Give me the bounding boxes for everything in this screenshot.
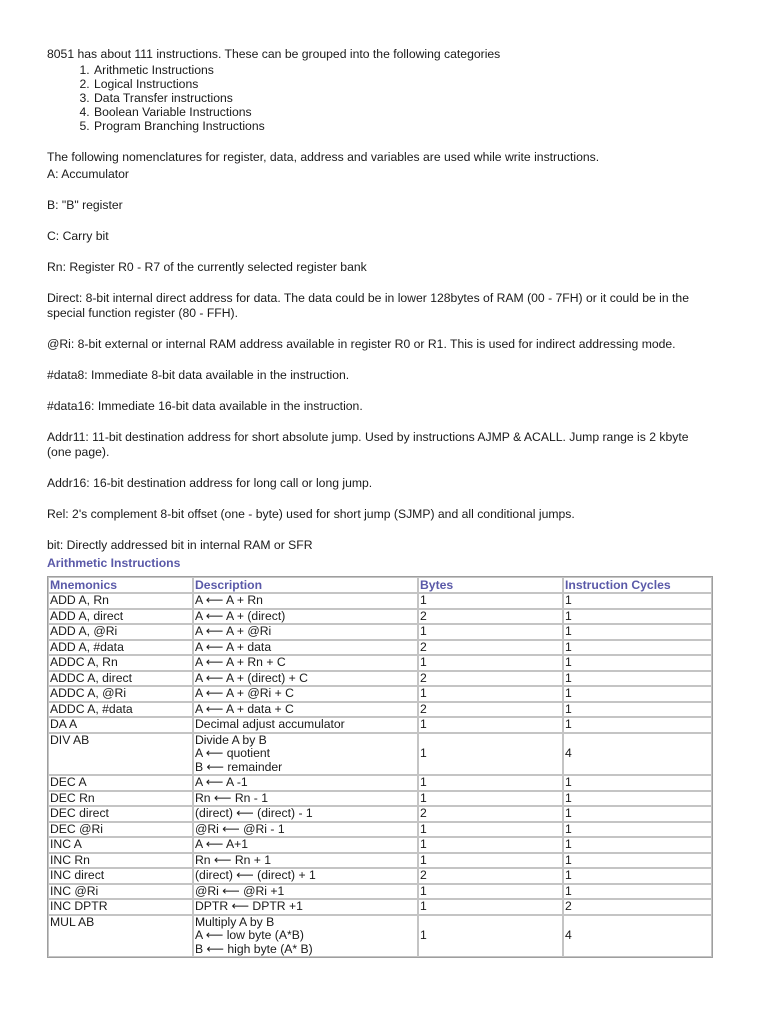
cell-description	[193, 624, 418, 640]
description-line: B ⟵ high byte (A* B)	[195, 941, 313, 956]
table-row	[48, 624, 712, 640]
cell-description	[193, 822, 418, 838]
table-row	[48, 822, 712, 838]
cell-mnemonic: ADD A, #data	[48, 640, 193, 656]
cell-mnemonic: DA A	[48, 717, 193, 733]
description-line: @Ri ⟵ @Ri - 1	[195, 821, 285, 836]
cell-bytes: 2	[418, 671, 563, 687]
nomenclature-accumulator: A: Accumulator	[47, 167, 129, 181]
cell-cycles: 1	[563, 837, 712, 853]
nomenclature-bit: bit: Directly addressed bit in internal RAM or SFR	[47, 538, 313, 552]
table-row	[48, 655, 712, 671]
cell-bytes: 2	[418, 609, 563, 625]
cell-mnemonic: DEC A	[48, 775, 193, 791]
cell-description	[193, 853, 418, 869]
cell-cycles: 1	[563, 702, 712, 718]
document-page	[47, 47, 712, 958]
category-item: 3. Data Transfer instructions	[93, 91, 712, 105]
table-body	[48, 593, 712, 957]
nomenclature-list	[47, 167, 712, 553]
cell-description	[193, 806, 418, 822]
description-line: A ⟵ A + data	[195, 639, 272, 654]
description-line: A ⟵ low byte (A*B)	[195, 928, 304, 942]
cell-description	[193, 702, 418, 718]
table-row	[48, 775, 712, 791]
description-line: A ⟵ A+1	[195, 837, 249, 851]
cell-cycles: 1	[563, 775, 712, 791]
nomenclature-direct: Direct: 8-bit internal direct address for data. The data could be in lower 128bytes of RAM (00 - 7FH) or it could be in the special function register (80 - FFH).	[47, 291, 689, 320]
description-line: B ⟵ remainder	[195, 759, 283, 774]
table-row	[48, 853, 712, 869]
description-line: A ⟵ A + @Ri + C	[195, 686, 294, 700]
table-row	[48, 686, 712, 702]
description-line: Rn ⟵ Rn + 1	[195, 852, 272, 867]
cell-bytes: 2	[418, 806, 563, 822]
cell-cycles: 1	[563, 593, 712, 609]
cell-mnemonic: ADD A, Rn	[48, 593, 193, 609]
description-line: A ⟵ A + Rn + C	[195, 655, 286, 669]
cell-bytes: 1	[418, 717, 563, 733]
cell-description	[193, 609, 418, 625]
nomenclature-ri: @Ri: 8-bit external or internal RAM address available in register R0 or R1. This is used for indirect addressing mode.	[47, 337, 676, 351]
cell-bytes: 1	[418, 593, 563, 609]
cell-cycles: 1	[563, 822, 712, 838]
nomenclature-carry: C: Carry bit	[47, 229, 109, 243]
cell-description	[193, 717, 418, 733]
nomenclature-data16: #data16: Immediate 16-bit data available in the instruction.	[47, 399, 363, 413]
category-list	[47, 63, 712, 133]
description-line: A ⟵ A -1	[195, 775, 248, 789]
cell-mnemonic: DEC direct	[48, 806, 193, 822]
table-row	[48, 640, 712, 656]
cell-mnemonic: DEC Rn	[48, 791, 193, 807]
cell-description	[193, 640, 418, 656]
cell-description	[193, 868, 418, 884]
cell-mnemonic: ADD A, direct	[48, 609, 193, 625]
cell-bytes: 1	[418, 733, 563, 776]
cell-mnemonic: INC DPTR	[48, 899, 193, 915]
table-row	[48, 609, 712, 625]
cell-cycles: 4	[563, 733, 712, 776]
description-line: A ⟵ A + data + C	[195, 701, 294, 716]
cell-description	[193, 899, 418, 915]
table-row	[48, 915, 712, 958]
cell-bytes: 1	[418, 822, 563, 838]
description-line: A ⟵ A + (direct)	[195, 608, 286, 623]
description-line: A ⟵ A + Rn	[195, 593, 263, 607]
cell-description	[193, 791, 418, 807]
header-bytes: Bytes	[418, 577, 563, 593]
header-description: Description	[193, 577, 418, 593]
table-row	[48, 717, 712, 733]
cell-description	[193, 884, 418, 900]
category-item: 5. Program Branching Instructions	[93, 119, 712, 133]
cell-description	[193, 733, 418, 776]
cell-description	[193, 671, 418, 687]
cell-description	[193, 775, 418, 791]
nomenclature-b-register: B: "B" register	[47, 198, 123, 212]
cell-description	[193, 915, 418, 958]
table-row	[48, 593, 712, 609]
cell-bytes: 1	[418, 837, 563, 853]
table-row	[48, 868, 712, 884]
description-line: A ⟵ A + (direct) + C	[195, 670, 308, 685]
cell-description	[193, 655, 418, 671]
header-cycles: Instruction Cycles	[563, 577, 712, 593]
section-heading: Arithmetic Instructions	[47, 556, 181, 570]
cell-description	[193, 837, 418, 853]
description-line: (direct) ⟵ (direct) - 1	[195, 806, 313, 820]
cell-mnemonic: ADDC A, Rn	[48, 655, 193, 671]
nomenclature-rn: Rn: Register R0 - R7 of the currently selected register bank	[47, 260, 367, 274]
nomenclature-addr16: Addr16: 16-bit destination address for long call or long jump.	[47, 476, 373, 490]
cell-cycles: 1	[563, 791, 712, 807]
cell-mnemonic: MUL AB	[48, 915, 193, 958]
description-line: @Ri ⟵ @Ri +1	[195, 883, 285, 898]
nomenclature-rel: Rel: 2's complement 8-bit offset (one - byte) used for short jump (SJMP) and all conditional jumps.	[47, 507, 575, 521]
cell-cycles: 1	[563, 671, 712, 687]
description-line: Decimal adjust accumulator	[195, 717, 345, 731]
cell-mnemonic: INC @Ri	[48, 884, 193, 900]
cell-mnemonic: DIV AB	[48, 733, 193, 776]
table-row	[48, 806, 712, 822]
instruction-table	[47, 576, 713, 958]
category-item: 1. Arithmetic Instructions	[93, 63, 712, 77]
cell-cycles: 1	[563, 868, 712, 884]
cell-bytes: 1	[418, 655, 563, 671]
description-line: Rn ⟵ Rn - 1	[195, 790, 269, 805]
cell-cycles: 1	[563, 717, 712, 733]
cell-bytes: 1	[418, 899, 563, 915]
description-line: Divide A by B	[195, 732, 267, 747]
description-line: A ⟵ quotient	[195, 746, 271, 760]
table-row	[48, 837, 712, 853]
cell-bytes: 1	[418, 853, 563, 869]
category-item: 4. Boolean Variable Instructions	[93, 105, 712, 119]
cell-mnemonic: ADDC A, #data	[48, 702, 193, 718]
cell-bytes: 2	[418, 640, 563, 656]
cell-cycles: 1	[563, 884, 712, 900]
nomenclature-intro: The following nomenclatures for register, data, address and variables are used while write instructions.	[47, 150, 600, 164]
cell-cycles: 4	[563, 915, 712, 958]
table-row	[48, 791, 712, 807]
table-row	[48, 884, 712, 900]
cell-bytes: 1	[418, 775, 563, 791]
description-line: A ⟵ A + @Ri	[195, 624, 272, 638]
cell-cycles: 1	[563, 655, 712, 671]
cell-mnemonic: ADDC A, @Ri	[48, 686, 193, 702]
cell-bytes: 2	[418, 702, 563, 718]
cell-mnemonic: INC direct	[48, 868, 193, 884]
table-row	[48, 899, 712, 915]
category-item: 2. Logical Instructions	[93, 77, 712, 91]
cell-bytes: 2	[418, 868, 563, 884]
table-row	[48, 671, 712, 687]
cell-cycles: 1	[563, 624, 712, 640]
table-row	[48, 702, 712, 718]
cell-mnemonic: INC Rn	[48, 853, 193, 869]
nomenclature-addr11: Addr11: 11-bit destination address for short absolute jump. Used by instructions AJMP & ACALL. Jump range is 2 kbyte (one page).	[47, 430, 689, 459]
intro-text: 8051 has about 111 instructions. These can be grouped into the following categories	[47, 47, 501, 61]
description-line: (direct) ⟵ (direct) + 1	[195, 868, 316, 882]
cell-cycles: 1	[563, 806, 712, 822]
cell-bytes: 1	[418, 624, 563, 640]
cell-bytes: 1	[418, 791, 563, 807]
cell-cycles: 1	[563, 640, 712, 656]
cell-bytes: 1	[418, 915, 563, 958]
cell-cycles: 1	[563, 609, 712, 625]
cell-cycles: 1	[563, 686, 712, 702]
header-mnemonics: Mnemonics	[48, 577, 193, 593]
cell-mnemonic: INC A	[48, 837, 193, 853]
cell-bytes: 1	[418, 884, 563, 900]
description-line: DPTR ⟵ DPTR +1	[195, 899, 303, 913]
table-header-row	[48, 577, 712, 593]
description-line: Multiply A by B	[195, 914, 275, 929]
nomenclature-data8: #data8: Immediate 8-bit data available in the instruction.	[47, 368, 350, 382]
cell-mnemonic: ADDC A, direct	[48, 671, 193, 687]
cell-description	[193, 593, 418, 609]
cell-cycles: 1	[563, 853, 712, 869]
cell-description	[193, 686, 418, 702]
table-row	[48, 733, 712, 776]
cell-mnemonic: DEC @Ri	[48, 822, 193, 838]
cell-cycles: 2	[563, 899, 712, 915]
cell-mnemonic: ADD A, @Ri	[48, 624, 193, 640]
cell-bytes: 1	[418, 686, 563, 702]
